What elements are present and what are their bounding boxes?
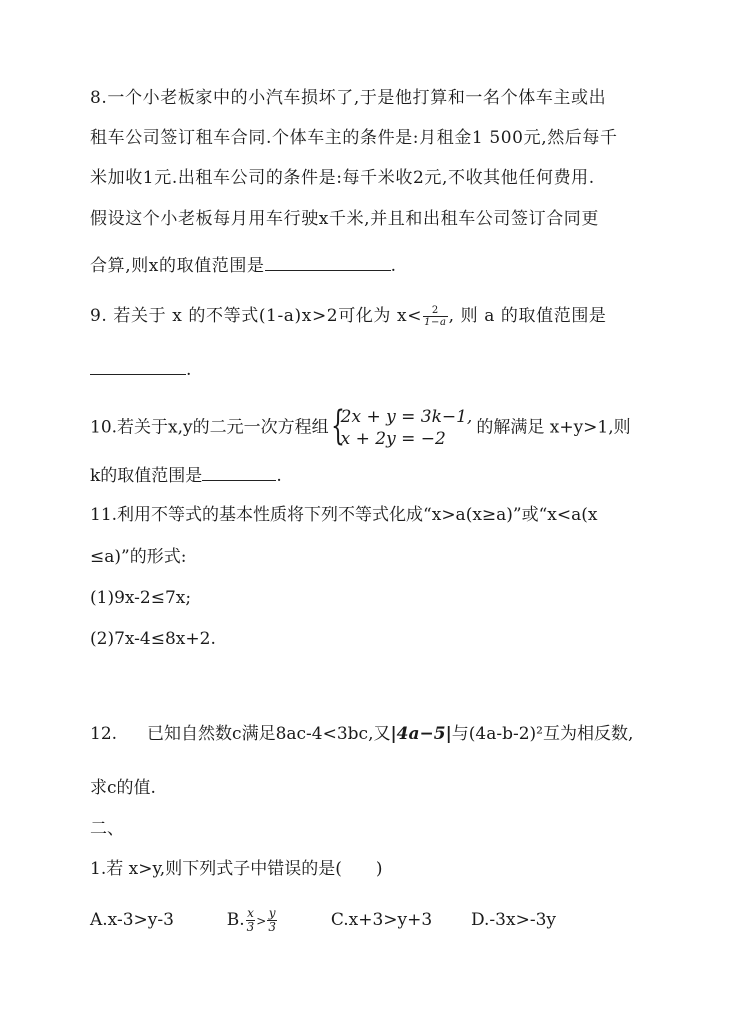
q10-text-c: k的取值范围是: [90, 466, 203, 486]
q10-line1: [90, 403, 631, 450]
q10-text-b: 的解满足 x+y>1,则: [476, 417, 631, 438]
q12-line1: [90, 722, 633, 746]
s1-option-b-frac-y: [267, 907, 277, 934]
q12-abs-expr: |4a−5|: [390, 724, 452, 744]
frac-x-num: x: [247, 906, 254, 920]
q10-period: .: [276, 466, 282, 486]
s1-options: [90, 907, 556, 934]
q9-frac-den: 1−a: [424, 317, 447, 328]
q8-line1: 8.一个小老板家中的小汽车损坏了,于是他打算和一名个体车主或出: [90, 88, 607, 108]
q11-part1: (1)9x-2≤7x;: [90, 588, 192, 608]
gt-sign: >: [256, 914, 267, 928]
q11-line2: ≤a)”的形式:: [90, 547, 187, 567]
s1-option-d[interactable]: D.-3x>-3y: [471, 910, 556, 930]
q12-number: 12.: [90, 724, 118, 744]
q10-eq2: x + 2y = −2: [340, 429, 446, 449]
q12-text-b: 与(4a-b-2)²互为相反数,: [451, 724, 634, 744]
q9-frac-num: 2: [423, 305, 448, 317]
q11-line1: 11.利用不等式的基本性质将下列不等式化成“x>a(x≥a)”或“x<a(x: [90, 505, 598, 525]
q10-line2: [90, 462, 282, 488]
q10-eq1: 2x + y = 3k−1,: [340, 407, 473, 427]
q8-line2: 租车公司签订租车合同.个体车主的条件是:月租金1 500元,然后每千: [90, 128, 618, 148]
q8-line4: 假设这个小老板每月用车行驶x千米,并且和出租车公司签订合同更: [90, 209, 599, 229]
q9-fraction: [423, 305, 448, 328]
q12-line2: 求c的值.: [90, 778, 156, 798]
q10-text-a: 10.若关于x,y的二元一次方程组: [90, 417, 329, 438]
frac-y-num: y: [268, 906, 276, 920]
q9-line2: [90, 356, 191, 382]
s1-option-a[interactable]: A.x-3>y-3: [90, 910, 174, 930]
q12-text-a: 已知自然数c满足8ac-4<3bc,又: [147, 724, 391, 744]
frac-x-den: 3: [246, 920, 255, 934]
q11-part2: (2)7x-4≤8x+2.: [90, 629, 216, 649]
q8-line5: [90, 252, 397, 278]
q8-line5-text: 合算,则x的取值范围是: [90, 256, 265, 276]
q9-text-a: 9. 若关于 x 的不等式(1-a)x>2可化为 x<: [90, 306, 423, 326]
s1-question: 1.若 x>y,则下列式子中错误的是( ): [90, 859, 383, 879]
q9-period: .: [186, 360, 192, 380]
s1-option-b[interactable]: [226, 906, 278, 934]
s1-option-b-label: B.: [226, 910, 245, 930]
q8-answer-blank[interactable]: [265, 252, 391, 271]
s1-option-c[interactable]: C.x+3>y+3: [330, 910, 433, 930]
q10-equation-system: [330, 403, 473, 450]
q9-answer-blank[interactable]: [90, 356, 186, 375]
left-brace-icon: {: [330, 403, 345, 449]
frac-y-den: 3: [268, 920, 276, 934]
q9-line1: [90, 304, 607, 328]
s1-option-b-frac-x: [246, 907, 256, 934]
section-2-heading: 二、: [90, 819, 124, 839]
q8-period: .: [390, 256, 397, 276]
q9-text-b: , 则 a 的取值范围是: [448, 306, 607, 326]
q10-answer-blank[interactable]: [202, 462, 276, 481]
q8-line3: 米加收1元.出租车公司的条件是:每千米收2元,不收其他任何费用.: [90, 168, 595, 188]
